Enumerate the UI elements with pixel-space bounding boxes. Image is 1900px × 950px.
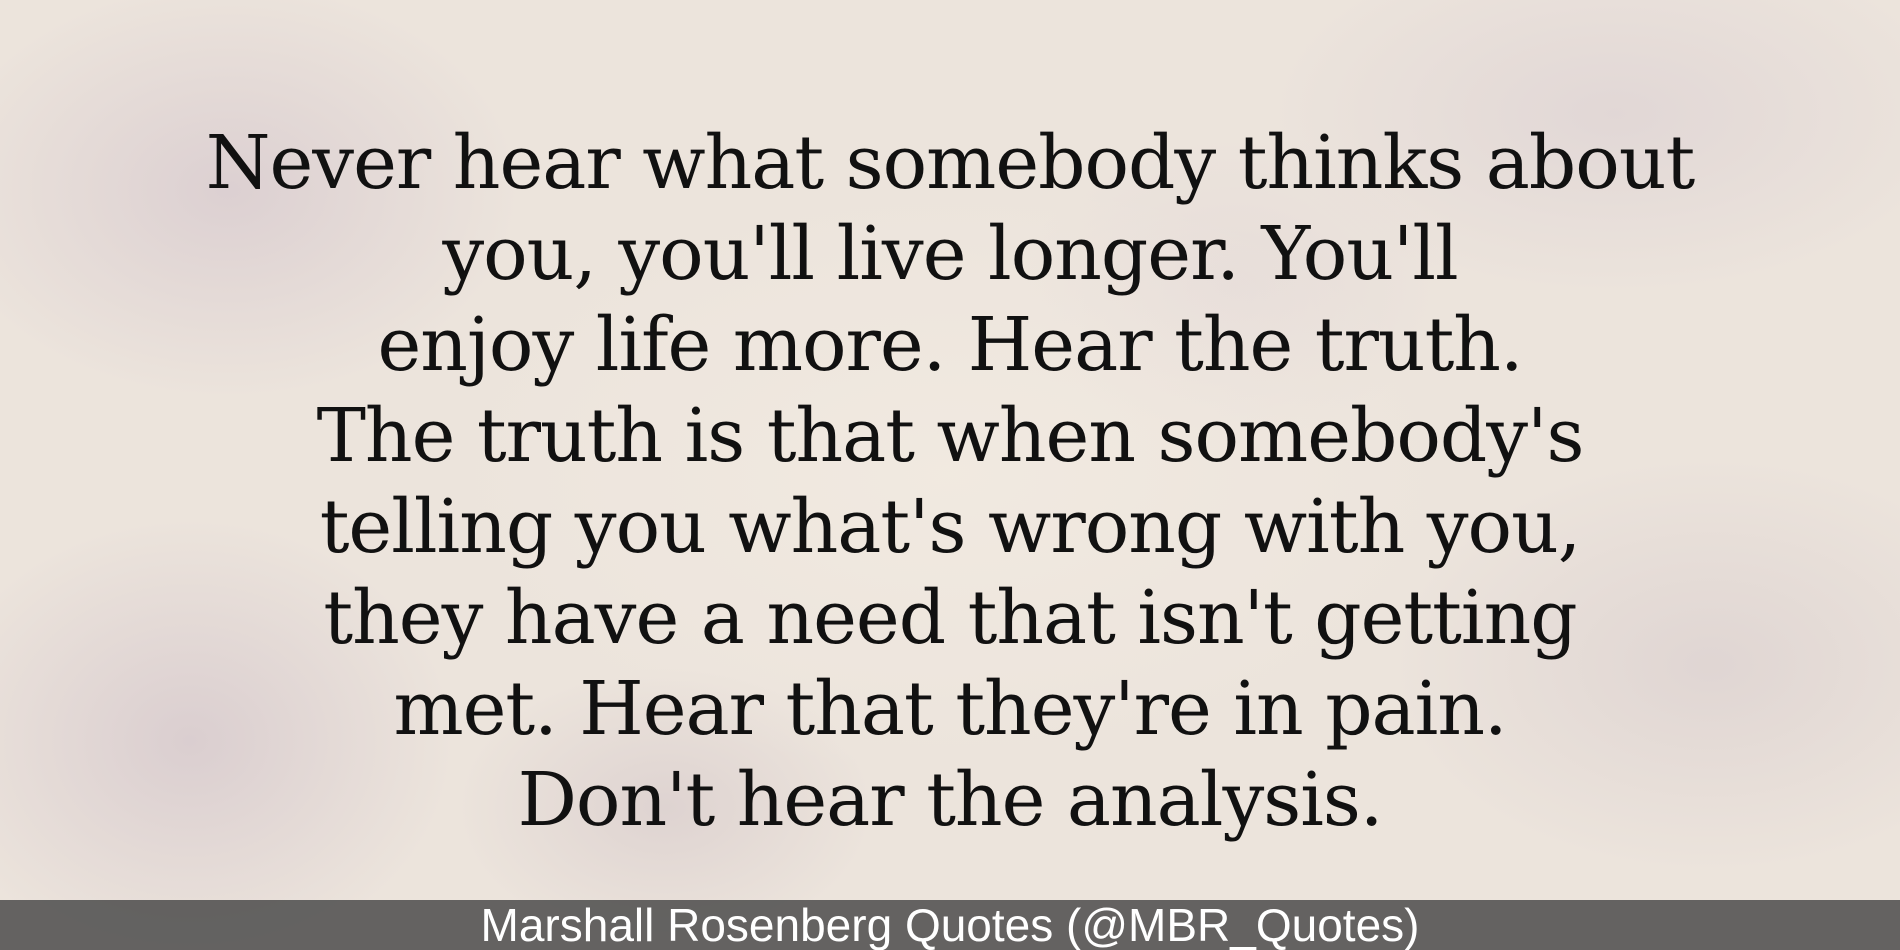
quote-line: they have a need that isn't getting (323, 575, 1577, 661)
quote-line: Don't hear the analysis. (517, 757, 1383, 843)
quote-line: you, you'll live longer. You'll (442, 211, 1458, 297)
quote-line: met. Hear that they're in pain. (393, 666, 1507, 752)
quote-text (100, 118, 1800, 846)
attribution-bar (0, 900, 1900, 950)
attribution-text: Marshall Rosenberg Quotes (@MBR_Quotes) (480, 899, 1420, 950)
quote-line: enjoy life more. Hear the truth. (377, 302, 1523, 388)
quote-line: telling you what's wrong with you, (319, 484, 1581, 570)
quote-line: Never hear what somebody thinks about (205, 120, 1695, 206)
quote-line: The truth is that when somebody's (316, 393, 1584, 479)
